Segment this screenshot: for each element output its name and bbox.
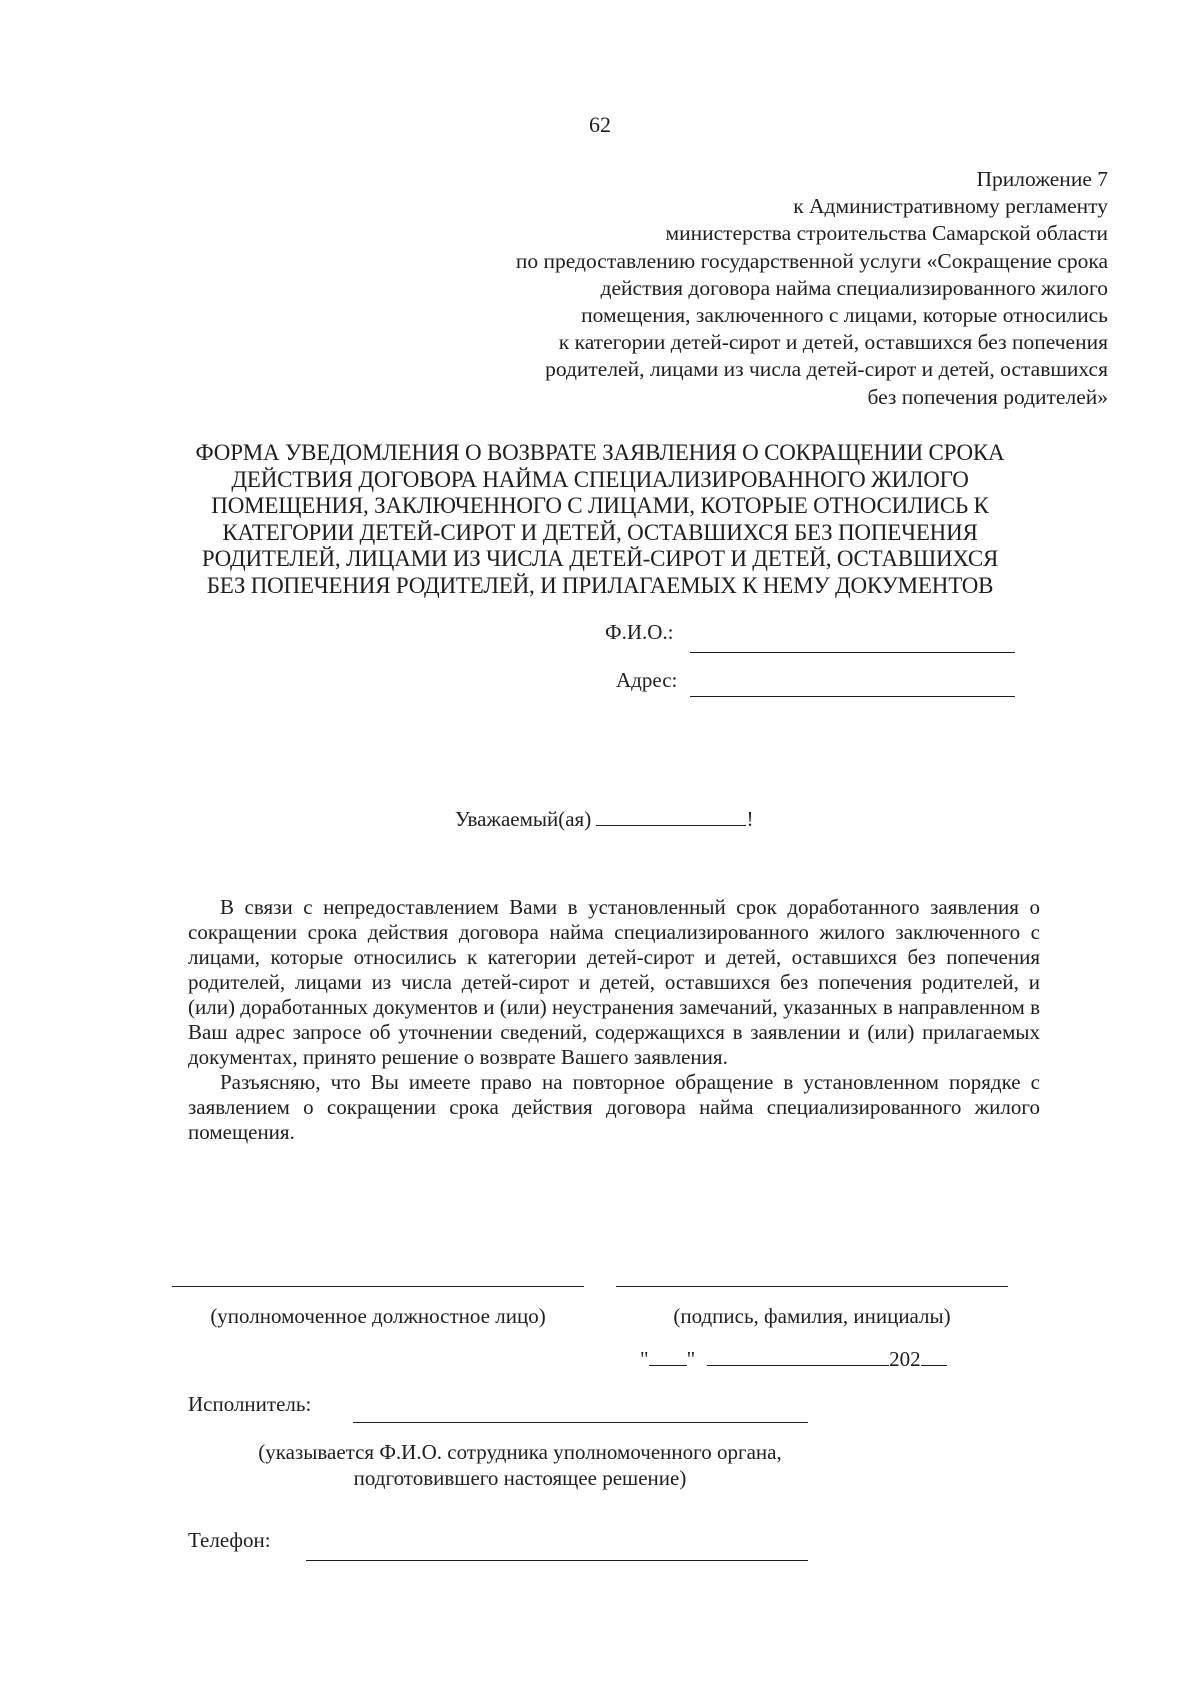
greeting-prefix: Уважаемый(ая) — [455, 807, 592, 831]
appendix-line: министерства строительства Самарской области — [665, 221, 1108, 246]
phone-field[interactable] — [306, 1560, 808, 1561]
date-close-quote: " — [686, 1347, 696, 1371]
phone-label: Телефон: — [188, 1528, 271, 1552]
addressee-name-field[interactable] — [596, 805, 746, 826]
address-label: Адрес: — [616, 668, 678, 692]
date-year-field[interactable] — [921, 1347, 947, 1366]
official-signature-line[interactable] — [172, 1286, 584, 1287]
greeting — [455, 805, 753, 832]
official-caption: (уполномоченное должностное лицо) — [210, 1304, 546, 1328]
date-day-field[interactable] — [649, 1347, 687, 1366]
appendix-line: по предоставлению государственной услуги «Сокращение срока — [515, 248, 1108, 273]
appendix-line: к Административному регламенту — [793, 194, 1108, 219]
body-paragraph: Разъясняю, что Вы имеете право на повторное обращение в установленном порядке с заявлением о сокращении срока действия договора найма специализированного жилого помещения. — [188, 1070, 1040, 1144]
executor-label: Исполнитель: — [188, 1392, 312, 1416]
page-number: 62 — [589, 112, 611, 137]
notification-body — [188, 895, 1040, 1145]
appendix-line: к категории детей-сирот и детей, оставшихся без попечения — [558, 330, 1108, 355]
title-line: РОДИТЕЛЕЙ, ЛИЦАМИ ИЗ ЧИСЛА ДЕТЕЙ-СИРОТ И ДЕТЕЙ, ОСТАВШИХСЯ — [201, 546, 999, 571]
date-year-prefix: 202 — [889, 1347, 921, 1371]
executor-note-line: подготовившего настоящее решение) — [353, 1466, 687, 1490]
title-line: ПОМЕЩЕНИЯ, ЗАКЛЮЧЕННОГО С ЛИЦАМИ, КОТОРЫЕ ОТНОСИЛИСЬ К — [211, 493, 989, 518]
executor-field[interactable] — [353, 1422, 808, 1423]
title-line: КАТЕГОРИИ ДЕТЕЙ-СИРОТ И ДЕТЕЙ, ОСТАВШИХСЯ БЕЗ ПОПЕЧЕНИЯ — [222, 519, 978, 545]
appendix-header — [348, 166, 1108, 411]
signature-caption: (подпись, фамилия, инициалы) — [673, 1304, 951, 1328]
form-title — [140, 440, 1060, 599]
fio-label: Ф.И.О.: — [605, 620, 674, 644]
body-paragraph: В связи с непредоставлением Вами в установленный срок доработанного заявления о сокращении срока действия договора найма специализированного жилого заключенного с лицами, которые относились к категории детей-сирот и детей, оставшихся без попечения родителей, лицами из числа детей-сирот и детей, оставшихся без попечения родителей, и (или) доработанных документов и (или) неустранения замечаний, указанных в направленном в Ваш адрес запросе об уточнении сведений, содержащихся в заявлении и (или) прилагаемых документах, принято решение о возврате Вашего заявления. — [188, 895, 1040, 1069]
appendix-line: действия договора найма специализированного жилого — [600, 275, 1108, 300]
address-field[interactable] — [690, 696, 1015, 697]
executor-note-line: (указывается Ф.И.О. сотрудника уполномоченного органа, — [258, 1440, 782, 1464]
title-line: БЕЗ ПОПЕЧЕНИЯ РОДИТЕЛЕЙ, И ПРИЛАГАЕМЫХ К НЕМУ ДОКУМЕНТОВ — [206, 572, 994, 598]
date-block — [640, 1347, 947, 1372]
signature-line[interactable] — [616, 1286, 1008, 1287]
appendix-line: помещения, заключенного с лицами, которые относились — [581, 303, 1108, 328]
appendix-line: Приложение 7 — [976, 167, 1108, 191]
executor-note — [220, 1439, 820, 1491]
appendix-line: без попечения родителей» — [867, 384, 1108, 409]
greeting-suffix: ! — [746, 807, 754, 831]
date-open-quote: " — [640, 1347, 649, 1371]
title-line: ДЕЙСТВИЯ ДОГОВОРА НАЙМА СПЕЦИАЛИЗИРОВАННОГО ЖИЛОГО — [231, 466, 969, 492]
appendix-line: родителей, лицами из числа детей-сирот и детей, оставшихся — [545, 357, 1108, 382]
fio-field[interactable] — [690, 652, 1015, 653]
date-month-field[interactable] — [707, 1347, 889, 1366]
title-line: ФОРМА УВЕДОМЛЕНИЯ О ВОЗВРАТЕ ЗАЯВЛЕНИЯ О СОКРАЩЕНИИ СРОКА — [195, 440, 1005, 465]
